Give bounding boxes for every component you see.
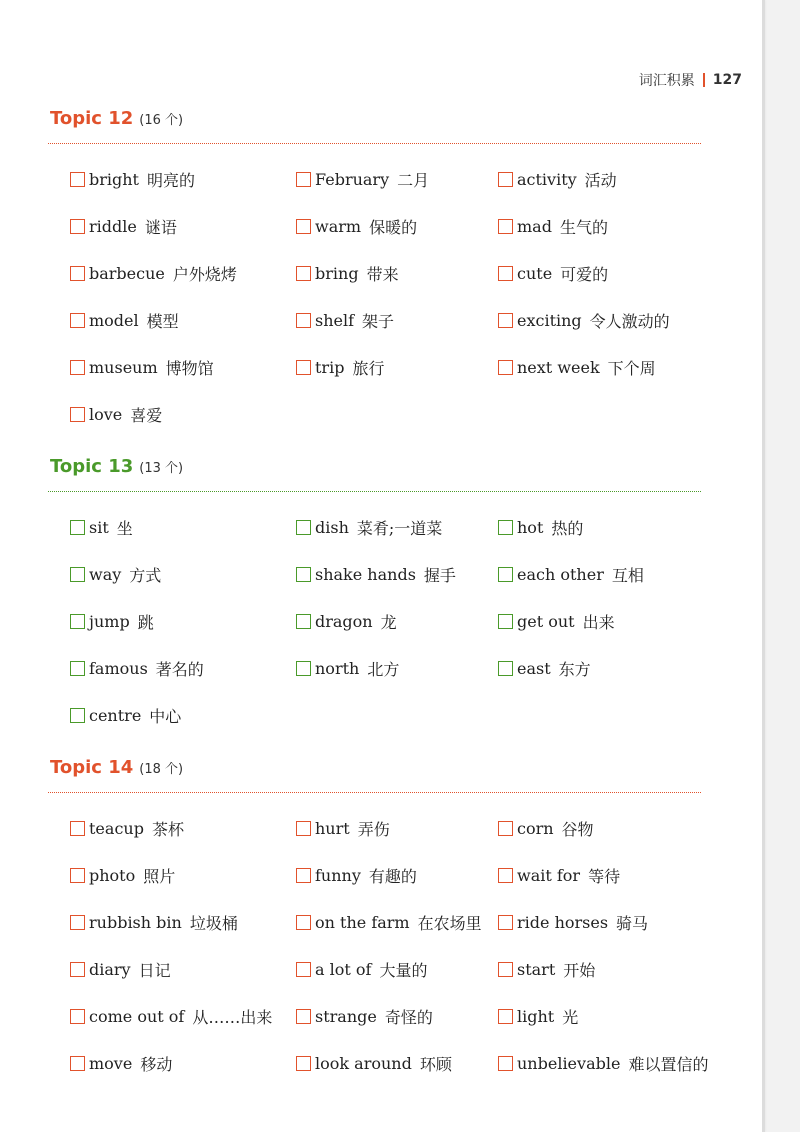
english-word: look around (315, 1054, 412, 1073)
chinese-meaning: 令人激动的 (589, 312, 670, 331)
vocab-item (70, 403, 162, 426)
chinese-meaning: 等待 (588, 867, 621, 886)
english-word: sit (89, 518, 109, 537)
checkbox[interactable] (296, 266, 311, 281)
english-word: teacup (89, 819, 144, 838)
english-word: ride horses (517, 913, 609, 932)
english-word: wait for (517, 866, 581, 885)
chinese-meaning: 北方 (367, 660, 400, 679)
chinese-meaning: 喜爱 (130, 406, 163, 425)
english-word: centre (89, 706, 142, 725)
chinese-meaning: 活动 (584, 171, 617, 190)
topic-name: Topic 13 (50, 456, 134, 477)
english-word: next week (517, 358, 600, 377)
vocab-item (70, 657, 204, 680)
checkbox[interactable] (70, 407, 85, 422)
topic-title (50, 456, 183, 477)
checkbox[interactable] (498, 266, 513, 281)
chinese-meaning: 大量的 (379, 961, 428, 980)
english-word: hot (517, 518, 544, 537)
english-word: trip (315, 358, 345, 377)
chinese-meaning: 有趣的 (368, 867, 417, 886)
page-edge (762, 0, 765, 1132)
checkbox[interactable] (498, 567, 513, 582)
header-label: 词汇积累 (638, 73, 695, 89)
english-word: diary (89, 960, 131, 979)
english-word: funny (315, 866, 361, 885)
english-word: museum (89, 358, 158, 377)
checkbox[interactable] (70, 915, 85, 930)
checkbox[interactable] (296, 520, 311, 535)
english-word: each other (517, 565, 604, 584)
english-word: love (89, 405, 123, 424)
checkbox[interactable] (70, 360, 85, 375)
topic-title (50, 757, 183, 778)
checkbox[interactable] (498, 313, 513, 328)
checkbox[interactable] (70, 962, 85, 977)
english-word: model (89, 311, 139, 330)
checkbox[interactable] (498, 219, 513, 234)
vocab-item (296, 309, 394, 332)
english-word: mad (517, 217, 552, 236)
checkbox[interactable] (70, 172, 85, 187)
vocab-item (296, 516, 442, 539)
vocab-item (498, 168, 617, 191)
english-word: a lot of (315, 960, 372, 979)
chinese-meaning: 中心 (149, 707, 182, 726)
english-word: way (89, 565, 122, 584)
checkbox[interactable] (70, 219, 85, 234)
chinese-meaning: 户外烧烤 (172, 265, 237, 284)
page-header (639, 70, 742, 90)
english-word: February (315, 170, 390, 189)
chinese-meaning: 开始 (563, 961, 596, 980)
chinese-meaning: 垃圾桶 (189, 914, 238, 933)
vocab-item (296, 610, 397, 633)
english-word: shake hands (315, 565, 416, 584)
vocab-item (498, 610, 615, 633)
english-word: on the farm (315, 913, 410, 932)
chinese-meaning: 带来 (366, 265, 399, 284)
english-word: strange (315, 1007, 377, 1026)
chinese-meaning: 弄伤 (357, 820, 390, 839)
chinese-meaning: 著名的 (155, 660, 204, 679)
topic-word-count: (18 个) (139, 762, 184, 777)
checkbox[interactable] (70, 520, 85, 535)
checkbox[interactable] (296, 962, 311, 977)
checkbox[interactable] (70, 1009, 85, 1024)
vocab-item (498, 215, 608, 238)
vocab-item (70, 215, 177, 238)
vocab-item (70, 864, 175, 887)
english-word: dragon (315, 612, 373, 631)
vocab-item (296, 1052, 452, 1075)
checkbox[interactable] (296, 915, 311, 930)
english-word: dish (315, 518, 349, 537)
vocab-item (498, 958, 595, 981)
checkbox[interactable] (498, 962, 513, 977)
chinese-meaning: 保暖的 (369, 218, 418, 237)
vocab-item (296, 657, 399, 680)
checkbox[interactable] (498, 868, 513, 883)
chinese-meaning: 二月 (397, 171, 430, 190)
chinese-meaning: 旅行 (352, 359, 385, 378)
vocab-item (498, 911, 648, 934)
checkbox[interactable] (296, 172, 311, 187)
topic-title (50, 108, 183, 129)
checkbox[interactable] (296, 313, 311, 328)
vocab-item (296, 958, 427, 981)
vocab-item (498, 817, 594, 840)
section-divider (48, 792, 701, 793)
english-word: shelf (315, 311, 355, 330)
vocab-item (498, 864, 620, 887)
checkbox[interactable] (498, 172, 513, 187)
vocab-item (70, 356, 214, 379)
english-word: bring (315, 264, 359, 283)
checkbox[interactable] (296, 360, 311, 375)
english-word: unbelievable (517, 1054, 621, 1073)
english-word: come out of (89, 1007, 185, 1026)
vocab-item (70, 309, 179, 332)
chinese-meaning: 热的 (551, 519, 584, 538)
chinese-meaning: 谷物 (561, 820, 594, 839)
checkbox[interactable] (498, 1056, 513, 1071)
topic-word-count: (16 个) (139, 113, 184, 128)
checkbox[interactable] (296, 219, 311, 234)
vocab-item (296, 168, 429, 191)
vocab-item (498, 1005, 578, 1028)
checkbox[interactable] (498, 520, 513, 535)
checkbox[interactable] (296, 1009, 311, 1024)
checkbox[interactable] (70, 868, 85, 883)
vocab-item (296, 911, 482, 934)
english-word: hurt (315, 819, 350, 838)
chinese-meaning: 握手 (423, 566, 456, 585)
section-divider (48, 143, 701, 144)
english-word: bright (89, 170, 139, 189)
english-word: photo (89, 866, 136, 885)
vocab-item (296, 817, 390, 840)
chinese-meaning: 光 (562, 1008, 579, 1027)
vocab-item (498, 309, 670, 332)
vocab-item (70, 563, 161, 586)
checkbox[interactable] (70, 567, 85, 582)
chinese-meaning: 茶杯 (151, 820, 184, 839)
chinese-meaning: 移动 (140, 1055, 173, 1074)
vocab-item (70, 911, 238, 934)
english-word: corn (517, 819, 554, 838)
vocab-item (70, 817, 184, 840)
chinese-meaning: 奇怪的 (384, 1008, 433, 1027)
vocab-item (498, 563, 644, 586)
english-word: cute (517, 264, 553, 283)
chinese-meaning: 从……出来 (192, 1008, 273, 1027)
chinese-meaning: 东方 (558, 660, 591, 679)
checkbox[interactable] (296, 614, 311, 629)
topic-name: Topic 14 (50, 757, 134, 778)
page-number: 127 (712, 72, 742, 88)
vocab-item (498, 516, 583, 539)
chinese-meaning: 可爱的 (560, 265, 609, 284)
checkbox[interactable] (70, 614, 85, 629)
english-word: move (89, 1054, 133, 1073)
checkbox[interactable] (296, 661, 311, 676)
vocab-item (70, 262, 237, 285)
topic-word-count: (13 个) (139, 461, 184, 476)
header-separator (703, 73, 705, 87)
english-word: riddle (89, 217, 137, 236)
vocab-item (296, 356, 384, 379)
checkbox[interactable] (498, 614, 513, 629)
checkbox[interactable] (296, 567, 311, 582)
checkbox[interactable] (70, 708, 85, 723)
chinese-meaning: 明亮的 (146, 171, 195, 190)
chinese-meaning: 架子 (362, 312, 395, 331)
checkbox[interactable] (70, 1056, 85, 1071)
vocab-item (296, 864, 417, 887)
checkbox[interactable] (296, 868, 311, 883)
english-word: start (517, 960, 556, 979)
english-word: exciting (517, 311, 582, 330)
checkbox[interactable] (498, 1009, 513, 1024)
checkbox[interactable] (498, 915, 513, 930)
chinese-meaning: 骑马 (616, 914, 649, 933)
chinese-meaning: 生气的 (559, 218, 608, 237)
chinese-meaning: 日记 (138, 961, 171, 980)
english-word: east (517, 659, 551, 678)
chinese-meaning: 出来 (582, 613, 615, 632)
vocab-item (70, 958, 171, 981)
chinese-meaning: 方式 (129, 566, 162, 585)
chinese-meaning: 谜语 (144, 218, 177, 237)
english-word: warm (315, 217, 362, 236)
topic-name: Topic 12 (50, 108, 134, 129)
vocab-item (498, 356, 656, 379)
chinese-meaning: 模型 (146, 312, 179, 331)
vocab-item (70, 704, 181, 727)
chinese-meaning: 坐 (116, 519, 133, 538)
vocab-item (296, 563, 456, 586)
checkbox[interactable] (70, 661, 85, 676)
chinese-meaning: 跳 (137, 613, 154, 632)
vocab-item (498, 1052, 708, 1075)
english-word: rubbish bin (89, 913, 182, 932)
chinese-meaning: 龙 (380, 613, 397, 632)
chinese-meaning: 互相 (611, 566, 644, 585)
vocab-item (498, 657, 591, 680)
english-word: get out (517, 612, 575, 631)
chinese-meaning: 照片 (143, 867, 176, 886)
vocab-item (70, 516, 133, 539)
vocab-item (70, 1052, 172, 1075)
english-word: jump (89, 612, 130, 631)
vocab-item (70, 1005, 272, 1028)
english-word: activity (517, 170, 577, 189)
english-word: famous (89, 659, 148, 678)
checkbox[interactable] (70, 313, 85, 328)
chinese-meaning: 菜肴;一道菜 (356, 519, 443, 538)
checkbox[interactable] (70, 821, 85, 836)
checkbox[interactable] (498, 821, 513, 836)
section-divider (48, 491, 701, 492)
chinese-meaning: 在农场里 (417, 914, 482, 933)
english-word: north (315, 659, 360, 678)
checkbox[interactable] (296, 821, 311, 836)
chinese-meaning: 难以置信的 (628, 1055, 709, 1074)
vocab-item (70, 610, 154, 633)
vocab-item (296, 262, 399, 285)
vocab-item (498, 262, 608, 285)
checkbox[interactable] (498, 360, 513, 375)
vocab-item (296, 215, 417, 238)
checkbox[interactable] (70, 266, 85, 281)
english-word: light (517, 1007, 555, 1026)
chinese-meaning: 环顾 (419, 1055, 452, 1074)
vocab-item (70, 168, 195, 191)
vocab-item (296, 1005, 433, 1028)
checkbox[interactable] (296, 1056, 311, 1071)
chinese-meaning: 博物馆 (165, 359, 214, 378)
english-word: barbecue (89, 264, 165, 283)
chinese-meaning: 下个周 (607, 359, 656, 378)
checkbox[interactable] (498, 661, 513, 676)
